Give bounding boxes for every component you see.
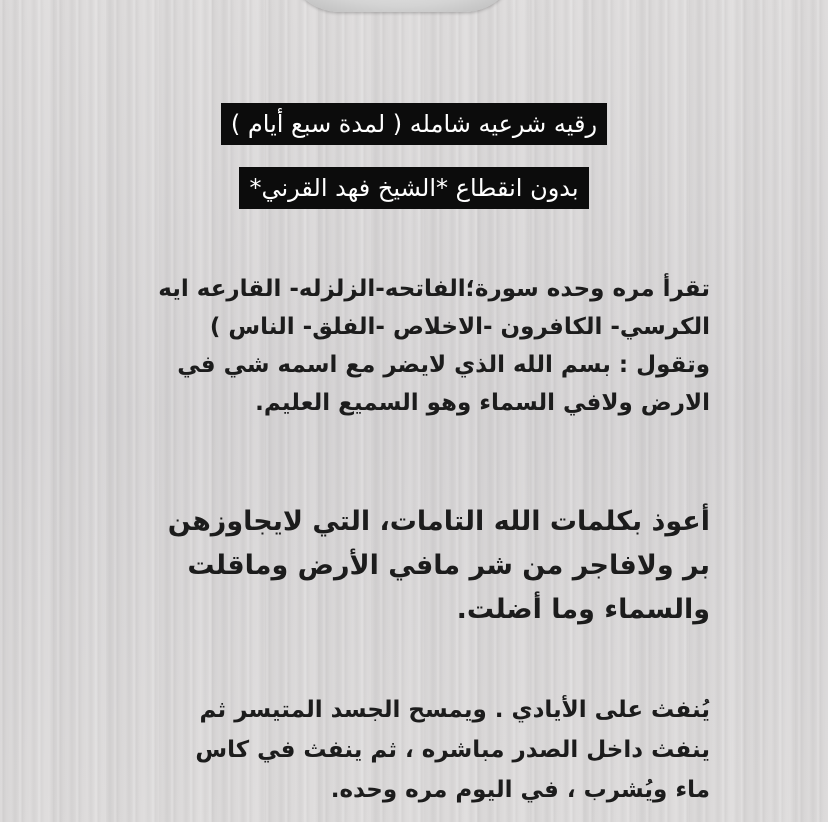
paragraph-line: ينفث داخل الصدر مباشره ، ثم ينفث في كاس bbox=[195, 737, 710, 763]
title-line-2-container bbox=[0, 167, 828, 209]
recitation-instructions bbox=[158, 270, 710, 422]
paragraph-line: والسماء وما أضلت. bbox=[456, 594, 710, 625]
paragraph-line: أعوذ بكلمات الله التامات، التي لايجاوزهن bbox=[167, 506, 710, 537]
paragraph-line: تقرأ مره وحده سورة؛الفاتحه-الزلزله- القارعه ايه bbox=[158, 276, 710, 302]
title-line-1-container bbox=[0, 103, 828, 145]
paragraph-line: الارض ولافي السماء وهو السميع العليم. bbox=[255, 390, 710, 416]
paragraph-line: الكرسي- الكافرون -الاخلاص -الفلق- الناس ) bbox=[209, 314, 710, 340]
paragraph-line: وتقول : بسم الله الذي لايضر مع اسمه شي في bbox=[177, 352, 710, 378]
paragraph-line: ماء ويُشرب ، في اليوم مره وحده. bbox=[330, 777, 710, 803]
title-line-1: رقيه شرعيه شامله ( لمدة سبع أيام ) bbox=[221, 103, 607, 145]
title-line-2: بدون انقطاع *الشيخ فهد القرني* bbox=[239, 167, 588, 209]
application-instructions bbox=[195, 690, 710, 810]
top-circle-decoration bbox=[287, 0, 517, 12]
paragraph-line: يُنفث على الأيادي . ويمسح الجسد المتيسر ثم bbox=[199, 697, 710, 723]
paragraph-line: بر ولافاجر من شر مافي الأرض وماقلت bbox=[187, 550, 710, 581]
supplication-text bbox=[168, 500, 710, 632]
